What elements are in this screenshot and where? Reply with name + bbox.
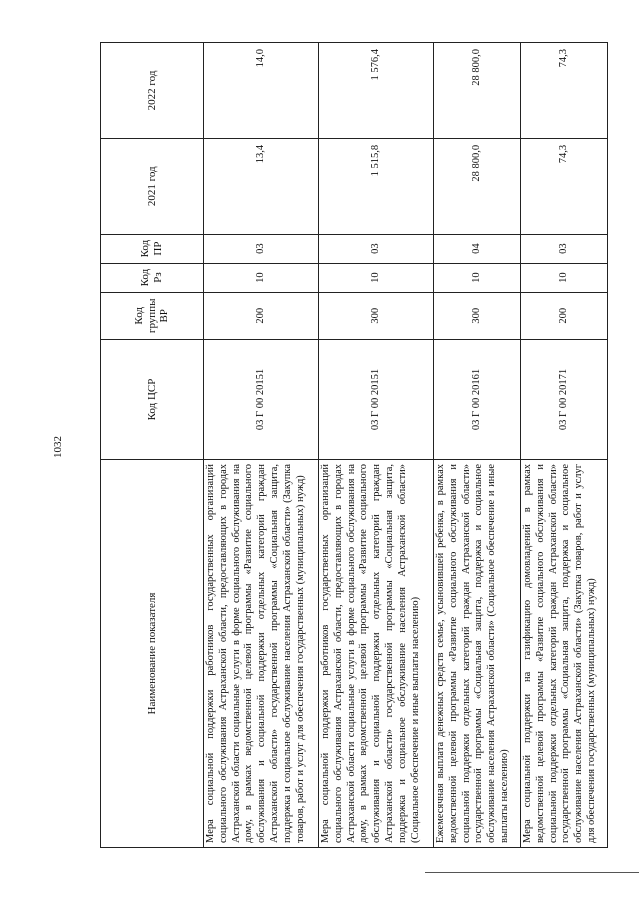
row-pr: 04 [433,234,520,263]
row-2022: 74,3 [520,43,607,139]
header-name: Наименование показателя [101,459,204,847]
row-rz: 10 [520,263,607,292]
row-2021: 13,4 [204,138,319,234]
row-name: Мера социальной поддержки работников государственных организаций социального обслуживания Астраханской области, предоставляющих в городах Астраханской области социальные услуги в форме социального обслуживания на дому, в рамках ведомственной целевой программы «Развитие социального обслуживания и социальной поддержки отдельных категорий граждан Астраханской области» государственной программы «Социальная защита, поддержка и социальное обслуживание населения Астраханской области» (Социальное обеспечение и иные выплаты населению) [318,459,433,847]
row-rz: 10 [204,263,319,292]
header-2021: 2021 год [101,138,204,234]
bottom-divider [425,872,639,873]
row-2022: 1 576,4 [318,43,433,139]
row-2022: 14,0 [204,43,319,139]
row-2021: 74,3 [520,138,607,234]
table-row [433,43,520,848]
header-rz: Код Рз [101,263,204,292]
row-csr: 03 Г 00 20171 [520,340,607,460]
row-pr: 03 [318,234,433,263]
header-csr: Код ЦСР [101,340,204,460]
row-2021: 28 800,0 [433,138,520,234]
row-rz: 10 [318,263,433,292]
row-2022: 28 800,0 [433,43,520,139]
row-pr: 03 [204,234,319,263]
row-vr: 200 [204,292,319,339]
table-row [204,43,319,848]
row-csr: 03 Г 00 20151 [204,340,319,460]
row-name: Ежемесячная выплата денежных средств семье, усыновившей ребенка, в рамках ведомственной целевой программы «Развитие социального обслуживания и социальной поддержки отдельных категорий граждан Астраханской области» государственной программы «Социальная защита, поддержка и социальное обслуживание населения Астраханской области» (Социальное обеспечение и иные выплаты населению) [433,459,520,847]
header-pr: Код ПР [101,234,204,263]
row-name: Мера социальной поддержки на газификацию домовладений в рамках ведомственной целевой программы «Развитие социального обслуживания и социальной поддержки отдельных категорий граждан Астраханской области» государственной программы «Социальная защита, поддержка и социальное обслуживание населения Астраханской области» (Закупка товаров, работ и услуг для обеспечения государственных (муниципальных) нужд) [520,459,607,847]
header-vr: Код группы ВР [101,292,204,339]
table-row [520,43,607,848]
row-2021: 1 515,8 [318,138,433,234]
page-number: 1032 [52,436,64,458]
row-vr: 200 [520,292,607,339]
rotated-table-container [100,42,608,848]
row-vr: 300 [318,292,433,339]
row-csr: 03 Г 00 20151 [318,340,433,460]
row-name: Мера социальной поддержки работников государственных организаций социального обслуживания Астраханской области, предоставляющих в городах Астраханской области социальные услуги в форме социального обслуживания на дому, в рамках ведомственной целевой программы «Развитие социального обслуживания и социальной поддержки отдельных категорий граждан Астраханской области» государственной программы «Социальная защита, поддержка и социальное обслуживание населения Астраханской области» (Закупка товаров, работ и услуг для обеспечения государственных (муниципальных) нужд) [204,459,319,847]
table-row [318,43,433,848]
row-rz: 10 [433,263,520,292]
row-vr: 300 [433,292,520,339]
header-row [101,43,204,848]
row-csr: 03 Г 00 20161 [433,340,520,460]
budget-table [100,42,608,848]
header-2022: 2022 год [101,43,204,139]
row-pr: 03 [520,234,607,263]
